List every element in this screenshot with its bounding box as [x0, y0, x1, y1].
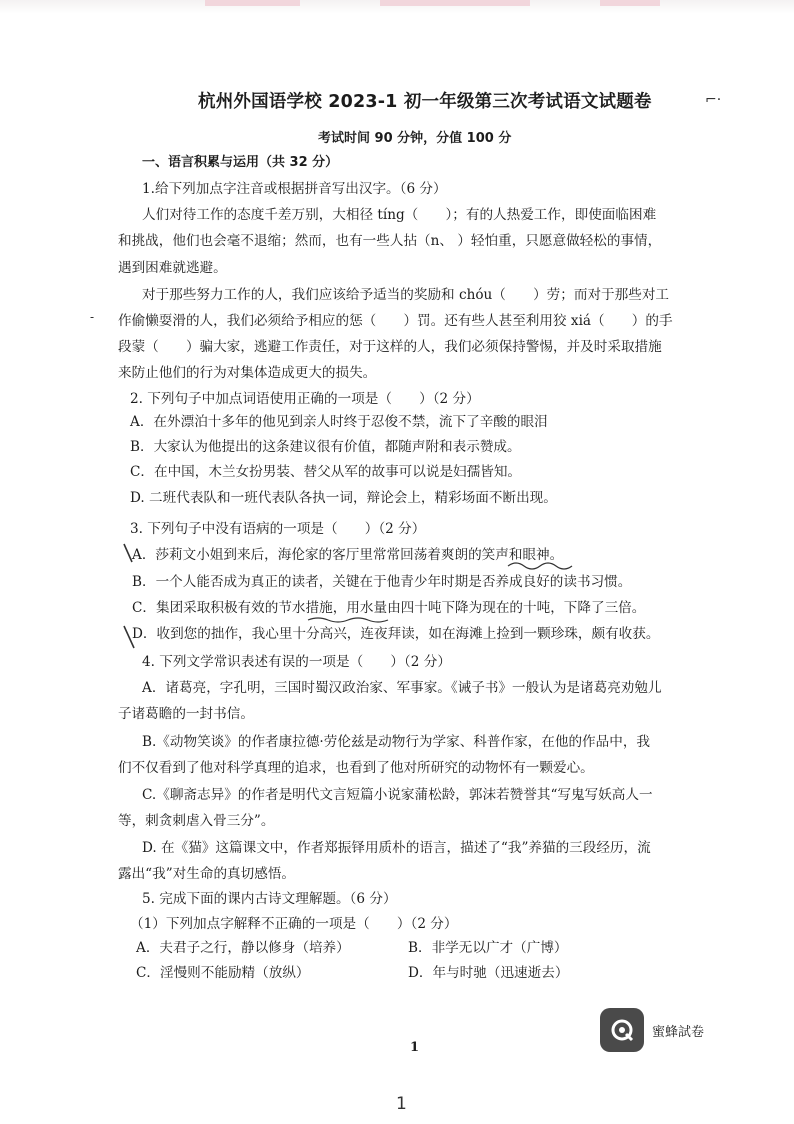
- question-1-line: 人们对待工作的态度千差万别，大相径 tíng（ ）；有的人热爱工作，即使面临困难: [142, 207, 657, 223]
- bottom-page-number: 1: [396, 1094, 407, 1114]
- question-5-sub1: （1）下列加点字解释不正确的一项是（ ）（2 分）: [130, 916, 458, 932]
- question-3-option-d: D．收到您的拙作，我心里十分高兴，连夜拜读，如在海滩上捡到一颗珍珠，颇有收获。: [132, 626, 660, 642]
- question-1-line: 遇到困难就逃避。: [118, 260, 227, 276]
- scan-edge: [0, 0, 794, 14]
- question-2-option-c: C．在中国，木兰女扮男装、替父从军的故事可以说是妇孺皆知。: [130, 464, 522, 480]
- question-3-option-b: B．一个人能否成为真正的读者，关键在于他青少年时期是否养成良好的读书习惯。: [132, 574, 632, 590]
- exam-title: 杭州外国语学校 2023-1 初一年级第三次考试语文试题卷: [198, 92, 652, 112]
- question-1-line: 作偷懒耍滑的人，我们必须给予相应的惩（ ）罚。还有些人甚至利用狡 xiá（ ）的手: [118, 313, 673, 329]
- question-4-option-c-cont: 等，刺贪刺虐入骨三分”。: [118, 813, 275, 829]
- question-1-line: 来防止他们的行为对集体造成更大的损失。: [118, 365, 377, 381]
- question-4-stem: 4. 下列文学常识表述有误的一项是（ ）（2 分）: [142, 654, 451, 670]
- question-2-option-b: B．大家认为他提出的这条建议很有价值，都随声附和表示赞成。: [130, 439, 521, 455]
- question-1-line: 段蒙（ ）骗大家，逃避工作责任，对于这样的人，我们必须保持警惕，并及时采取措施: [118, 339, 662, 355]
- exam-subtitle: 考试时间 90 分钟，分值 100 分: [318, 131, 512, 146]
- question-5-option-b: B．非学无以广才（广博）: [408, 940, 568, 956]
- watermark-text: 蜜蜂試卷: [652, 1024, 705, 1040]
- question-2-option-a: A．在外漂泊十多年的他见到亲人时终于忍俊不禁，流下了辛酸的眼泪: [130, 414, 548, 430]
- question-4-option-b: B.《动物笑谈》的作者康拉德·劳伦兹是动物行为学家、科普作家，在他的作品中，我: [142, 734, 651, 750]
- question-1-stem: 1.给下列加点字注音或根据拼音写出汉字。（6 分）: [142, 181, 447, 197]
- question-1-line: 和挑战，他们也会毫不退缩；然而，也有一些人拈（n、 ）轻怕重，只愿意做轻松的事情，: [118, 233, 662, 249]
- question-5-option-c: C．淫慢则不能励精（放纵）: [136, 965, 310, 981]
- watermark-logo-icon: [600, 1008, 644, 1052]
- question-1-line: 对于那些努力工作的人，我们应该给予适当的奖励和 chóu（ ）劳；而对于那些对工: [142, 287, 670, 303]
- handwritten-mark: ⌐·: [705, 92, 722, 108]
- question-5-option-a: A．夫君子之行，静以修身（培养）: [136, 940, 350, 956]
- question-4-option-d-cont: 露出“我”对生命的真切感悟。: [118, 866, 296, 882]
- question-4-option-a-cont: 子诸葛瞻的一封书信。: [118, 706, 254, 722]
- margin-mark: -: [90, 310, 95, 324]
- scan-artifact: [600, 0, 660, 6]
- question-5-option-d: D．年与时驰（迅速逝去）: [408, 965, 569, 981]
- question-2-stem: 2. 下列句子中加点词语使用正确的一项是（ ）（2 分）: [130, 391, 480, 407]
- section-heading: 一、语言积累与运用（共 32 分）: [142, 155, 339, 170]
- question-4-option-a: A．诸葛亮，字孔明，三国时蜀汉政治家、军事家。《诫子书》一般认为是诸葛亮劝勉儿: [142, 680, 662, 696]
- question-5-stem: 5. 完成下面的课内古诗文理解题。（6 分）: [142, 891, 397, 907]
- question-3-stem: 3. 下列句子中没有语病的一项是（ ）（2 分）: [130, 521, 426, 537]
- watermark: [600, 1008, 704, 1052]
- question-2-option-d: D. 二班代表队和一班代表队各执一词，辩论会上，精彩场面不断出现。: [130, 490, 557, 506]
- question-3-option-c: C．集团采取积极有效的节水措施，用水量由四十吨下降为现在的十吨，下降了三倍。: [132, 600, 646, 616]
- scan-artifact: [380, 0, 530, 6]
- question-4-option-b-cont: 们不仅看到了他对科学真理的追求，也看到了他对所研究的动物怀有一颗爱心。: [118, 760, 594, 776]
- handwriting-marks: [118, 536, 678, 656]
- question-3-option-a: A．莎莉文小姐到来后，海伦家的客厅里常常回荡着爽朗的笑声和眼神。: [132, 547, 564, 563]
- question-4-option-d: D. 在《猫》这篇课文中，作者郑振铎用质朴的语言，描述了“我”养猫的三段经历，流: [142, 840, 651, 856]
- scan-artifact: [205, 0, 300, 6]
- page-number: 1: [410, 1040, 420, 1055]
- question-4-option-c: C.《聊斋志异》的作者是明代文言短篇小说家蒲松龄，郭沫若赞誉其“写鬼写妖高人一: [142, 787, 653, 803]
